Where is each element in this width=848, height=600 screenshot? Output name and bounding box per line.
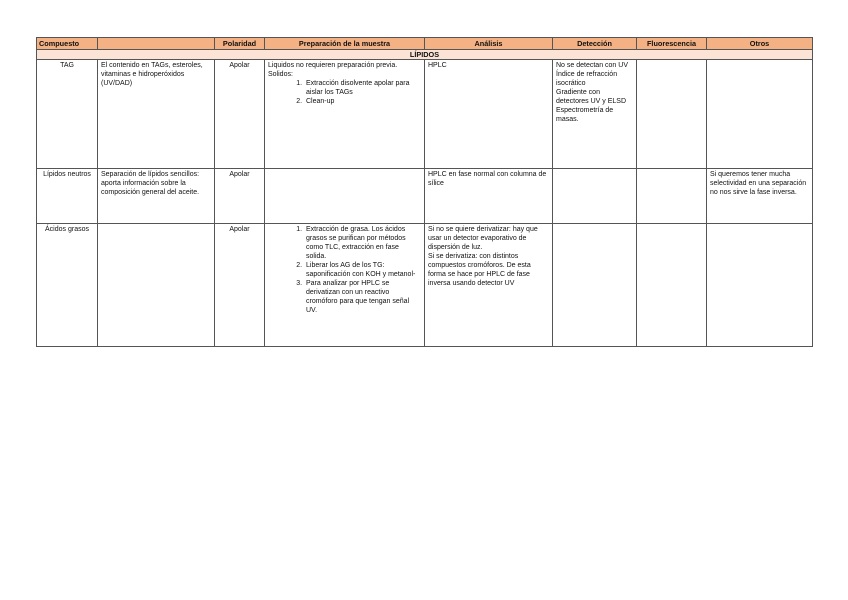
prep-steps-list (268, 79, 421, 106)
cell-descripcion: El contenido en TAGs, esteroles, vitaminas e hidroperóxidos (UV/DAD) (98, 60, 215, 169)
cell-analisis (425, 224, 553, 347)
cell-otros: Si queremos tener mucha selectividad en una separación no nos sirve la fase inversa. (707, 169, 813, 224)
prep-intro-liquidos: Liquidos no requieren preparación previa. (268, 62, 398, 69)
list-item: 1. Extracción de grasa. Los ácidos grasos se purifican por métodos como TLC, extracción en fase solida. (304, 225, 421, 261)
cell-descripcion: Separación de lípidos sencillos: aporta información sobre la composición general del aceite. (98, 169, 215, 224)
cell-polaridad: Apolar (215, 224, 265, 347)
header-polaridad: Polaridad (215, 38, 265, 50)
list-item: 3. Para analizar por HPLC se derivatizan con un reactivo cromóforo para que tengan señal UV. (304, 279, 421, 315)
list-item: 2. Clean-up (304, 97, 421, 106)
analisis-line: Si se derivatiza: con distintos compuestos cromóforos. De esta forma se hace por HPLC de fase inversa usando detector UV (428, 253, 531, 287)
cell-deteccion (553, 60, 637, 169)
cell-otros (707, 60, 813, 169)
cell-polaridad: Apolar (215, 60, 265, 169)
cell-preparacion (265, 224, 425, 347)
cell-compuesto: Ácidos grasos (37, 224, 98, 347)
table-row (37, 224, 813, 347)
deteccion-line: No se detectan con UV (556, 62, 628, 69)
section-title: LÍPIDOS (37, 50, 813, 60)
deteccion-line: Espectrometría de masas. (556, 107, 614, 123)
cell-compuesto: Lípidos neutros (37, 169, 98, 224)
cell-fluorescencia (637, 60, 707, 169)
cell-analisis: HPLC (425, 60, 553, 169)
header-compuesto: Compuesto (37, 38, 98, 50)
cell-analisis: HPLC en fase normal con columna de sílice (425, 169, 553, 224)
header-analisis: Análisis (425, 38, 553, 50)
deteccion-line: Gradiente con detectores UV y ELSD (556, 89, 627, 105)
lipids-table (36, 37, 813, 347)
cell-fluorescencia (637, 169, 707, 224)
header-otros: Otros (707, 38, 813, 50)
cell-fluorescencia (637, 224, 707, 347)
cell-deteccion (553, 169, 637, 224)
section-row (37, 50, 813, 60)
cell-deteccion (553, 224, 637, 347)
header-fluorescencia: Fluorescencia (637, 38, 707, 50)
table-row (37, 169, 813, 224)
list-item: 2. Liberar los AG de los TG: saponificación con KOH y metanol- (304, 261, 421, 279)
table-row (37, 60, 813, 169)
cell-polaridad: Apolar (215, 169, 265, 224)
cell-preparacion (265, 60, 425, 169)
cell-preparacion (265, 169, 425, 224)
cell-compuesto: TAG (37, 60, 98, 169)
header-row (37, 38, 813, 50)
analisis-line: Si no se quiere derivatizar: hay que usar un detector evaporativo de dispersión de luz. (428, 226, 538, 251)
header-preparacion: Preparación de la muestra (265, 38, 425, 50)
list-item: 1. Extracción disolvente apolar para aislar los TAGs (304, 79, 421, 97)
prep-intro-solidos: Solidos: (268, 71, 293, 78)
deteccion-line: Índice de refracción isocrático (556, 71, 618, 87)
cell-otros (707, 224, 813, 347)
header-descripcion (98, 38, 215, 50)
cell-descripcion (98, 224, 215, 347)
prep-steps-list (268, 225, 421, 315)
header-deteccion: Detección (553, 38, 637, 50)
